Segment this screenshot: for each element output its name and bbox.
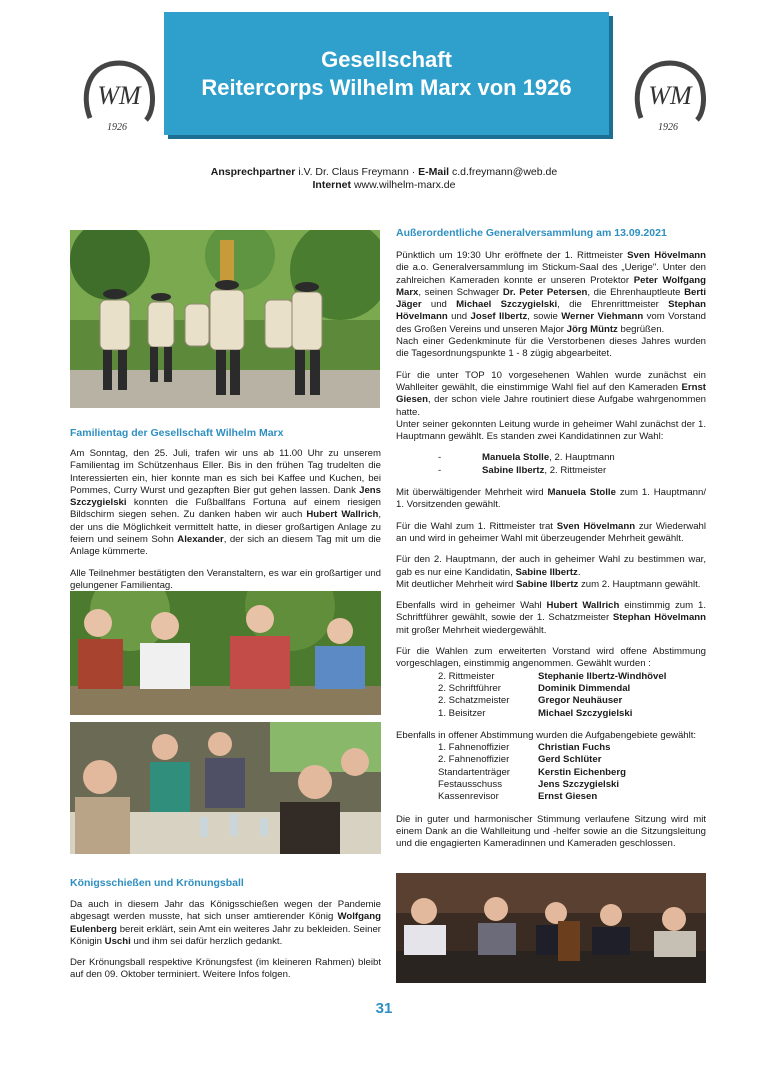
board-row: Festausschuss Jens Szczygielski: [438, 778, 620, 790]
contact-internet-label: Internet: [312, 179, 352, 191]
club-logo-left: [80, 58, 158, 132]
contact-email-label: E-Mail: [418, 166, 450, 178]
title-banner: [164, 12, 609, 135]
paragraph-ilbertz: Mit deutlicher Mehrheit wird Sabine Ilbertz zum 2. Hauptmann gewählt.: [396, 578, 701, 590]
title-line-1: Gesellschaft: [321, 46, 452, 72]
candidate-item: - Sabine Ilbertz, 2. Rittmeister: [438, 464, 607, 476]
paragraph-koenigsschiessen: Da auch in diesem Jahr das Königsschießen wegen der Pandemie abgesagt werden musste, hat sich unser amtierender König Wolfgang Eulenberg bereit erklärt, sein Amt ein weiteres Jahr zu bekleiden. Seiner Königin Uschi und ihm sei dafür herzlich gedankt.: [70, 899, 381, 947]
paragraph-schriftfuehrer: Ebenfalls wird in geheimer Wahl Hubert Wallrich einstimmig zum 1. Schriftführer gewählt, sowie der 1. Schatzmeister Stephan Hövelmann mit großer Mehrheit wiedergewählt.: [396, 600, 706, 636]
svg-text:WM: WM: [97, 81, 141, 110]
paragraph-gedenkminute: Nach einer Gedenkminute für die Verstorbenen dieses Jahres wurden die Tagesordnungspunkte 1 - 8 zügig abgearbeitet.: [396, 336, 706, 360]
paragraph-familientag: Am Sonntag, den 25. Juli, trafen wir uns ab 11.00 Uhr zu unserem Familientag im Schützenhaus Eller. Bis in den frühen Tag trudelten die Interessierten ein, hier konnte man es sich bei Kaffee und Kuchen, bei Pommes, Curry Wurst und gezapften Bier gut gehen lassen. Dank Jens Szczygielski konnten die Fußballfans Fortuna auf einem riesigen Bildschirm siegen sehen. Zu danken haben wir auch Hubert Wallrich, der uns die Möglichkeit vermittelt hatte, in dieser großartigen Anlage zu feiern und seinem Sohn Alexander, der sich an diesem Tag mit um die Anlage kümmerte.: [70, 448, 381, 558]
group-photo-women: [70, 722, 381, 854]
page-number: 31: [375, 1000, 393, 1017]
club-logo-right: [631, 58, 709, 132]
title-line-2: Reitercorps Wilhelm Marx von 1926: [201, 74, 572, 100]
group-photo-men: [70, 591, 381, 715]
board-row: Kassenrevisor Ernst Giesen: [438, 791, 598, 803]
contact-website[interactable]: www.wilhelm-marx.de: [353, 179, 456, 191]
svg-text:WM: WM: [648, 81, 692, 110]
logo-year: 1926: [107, 122, 127, 132]
right-text: [396, 250, 706, 859]
paragraph-aufgabengebiete: Ebenfalls in offener Abstimmung wurden die Aufgabengebiete gewählt:: [396, 729, 697, 741]
board-row: 2. Schriftführer Dominik Dimmendal: [438, 682, 631, 694]
board-row: 2. Rittmeister Stephanie Ilbertz-Windhövel: [438, 670, 667, 682]
heading-koenigsschiessen: Königsschießen und Krönungsball: [70, 877, 244, 889]
board-row: 1. Fahnenoffizier Christian Fuchs: [438, 742, 611, 754]
heading-familientag: Familientag der Gesellschaft Wilhelm Marx: [70, 427, 284, 439]
contact-person-label: Ansprechpartner: [210, 166, 296, 178]
logo-year: 1926: [658, 122, 678, 132]
paragraph-rittmeister: Für die Wahl zum 1. Rittmeister trat Sven Hövelmann zur Wiederwahl an und wird in geheimer Wahl mit überzeugender Mehrheit gewählt.: [396, 520, 706, 544]
paragraph-familientag-closing: Alle Teilnehmer bestätigten den Veranstaltern, es war ein großartiger und gelungener Familientag.: [70, 567, 381, 591]
board-photo: [396, 873, 706, 983]
board-row: 1. Beisitzer Michael Szczygielski: [438, 707, 633, 719]
candidate-list: [438, 452, 706, 477]
paragraph-2-hauptmann: Für den 2. Hauptmann, der auch in geheimer Wahl zu bestimmen war, gab es nur eine Kandidatin, Sabine Ilbertz.: [396, 554, 706, 578]
board-row: 2. Fahnenoffizier Gerd Schlüter: [438, 754, 602, 766]
paragraph-opening: Pünktlich um 19:30 Uhr eröffnete der 1. Rittmeister Sven Hövelmann die a.o. Generalversammlung im Stickum-Saal des „Uerige". Unter den zahlreichen Kameraden konnte er unseren Protektor Peter Wolfgang Marx, seinen Schwager Dr. Peter Petersen, die Ehrenhauptleute Berti Jäger und Michael Szczygielski, die Ehrenrittmeister Stephan Hövelmann und Josef Ilbertz, sowie Werner Viehmann vom Vorstand des Großen Vereins und unseren Major Jörg Müntz begrüßen.: [396, 250, 706, 335]
contact-email[interactable]: c.d.freymann@web.de: [452, 166, 558, 178]
paragraph-hauptmann-wahl: Unter seiner gekonnten Leitung wurde in geheimer Wahl zunächst der 1. Hauptmann gewählt. Es standen zwei Kandidatinnen zur Wahl:: [396, 418, 706, 443]
paragraph-stolle: Mit überwältigender Mehrheit wird Manuela Stolle zum 1. Hauptmann/ 1. Vorsitzenden gewählt.: [396, 487, 706, 511]
paragraph-kroenungsball: Der Krönungsball respektive Krönungsfest (im kleineren Rahmen) bleibt auf den 09. Oktober terminiert. Weitere Infos folgen.: [70, 957, 381, 981]
candidate-item: - Manuela Stolle, 2. Hauptmann: [438, 452, 615, 464]
paragraph-erweiterter-vorstand: Für die Wahlen zum erweiterten Vorstand wird offene Abstimmung vorgeschlagen, einstimmig angenommen. Gewählt wurden :: [396, 646, 706, 670]
contact-block: Ansprechpartner i.V. Dr. Claus Freymann · E-Mail c.d.freymann@web.de Internet www.wilhelm-marx.de: [210, 166, 558, 191]
board-row: 2. Schatzmeister Gregor Neuhäuser: [438, 695, 623, 707]
left-text-1: [70, 448, 381, 601]
board-table-1: [438, 671, 706, 720]
paragraph-closing: Die in guter und harmonischer Stimmung verlaufene Sitzung wird mit einem Dank an die Wahlleitung und -helfer sowie an die Sitzungsleitung und die engagierten Kameradinnen und Kameraden geschlossen.: [396, 813, 706, 850]
board-table-2: [438, 742, 706, 803]
paragraph-wahlleiter: Für die unter TOP 10 vorgesehenen Wahlen wurde zunächst ein Wahlleiter gewählt, die einstimmige Wahl fiel auf den Kameraden Ernst Giesen, der schon viele Jahre routiniert diese Aufgabe wahrgenommen hatte.: [396, 369, 706, 418]
heading-generalversammlung: Außerordentliche Generalversammlung am 13.09.2021: [396, 227, 667, 239]
board-row: Standartenträger Kerstin Eichenberg: [438, 766, 626, 778]
contact-person: i.V. Dr. Claus Freymann: [298, 166, 409, 178]
left-text-2: [70, 899, 381, 991]
parade-photo: [70, 230, 380, 408]
